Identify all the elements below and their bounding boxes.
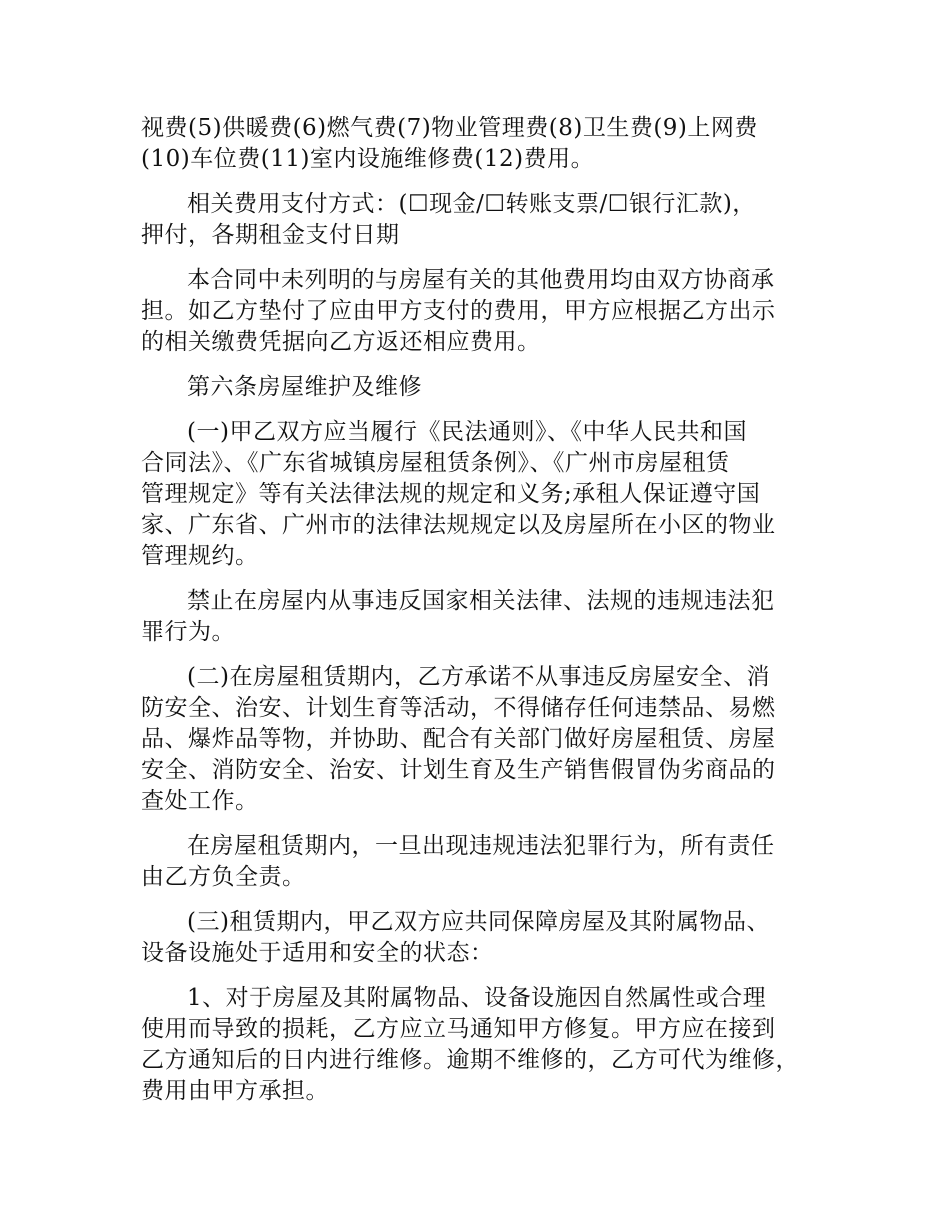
paragraph-fees-list: 视费(5)供暖费(6)燃气费(7)物业管理费(8)卫生费(9)上网费 (10)车位费(11)室内设施维修费(12)费用。 xyxy=(141,115,758,172)
paragraph-clause-2: (二)在房屋租赁期内，乙方承诺不从事违反房屋安全、消 防安全、治安、计划生育等活动，不得储存任何违禁品、易燃 品、爆炸品等物，并协助、配合有关部门做好房屋租赁、房屋 安全、消防安全、治安、计划生育及生产销售假冒伪劣商品的 查处工作。 xyxy=(141,664,776,814)
paragraph-payment-method: 相关费用支付方式：(☐现金/☐转账支票/☐银行汇款)， 押付，各期租金支付日期 xyxy=(141,191,756,248)
paragraph-other-fees: 本合同中未列明的与房屋有关的其他费用均由双方协商承 担。如乙方垫付了应由甲方支付的费用，甲方应根据乙方出示 的相关缴费凭据向乙方返还相应费用。 xyxy=(141,267,776,355)
paragraph-clause-3: (三)租赁期内，甲乙双方应共同保障房屋及其附属物品、 设备设施处于适用和安全的状态： xyxy=(141,909,770,966)
section-heading-article-6: 第六条房屋维护及维修 xyxy=(187,374,422,400)
paragraph-prohibition: 禁止在房屋内从事违反国家相关法律、法规的违规违法犯 罪行为。 xyxy=(141,588,775,645)
paragraph-liability: 在房屋租赁期内，一旦出现违规违法犯罪行为，所有责任 由乙方负全责。 xyxy=(141,833,775,890)
paragraph-item-1: 1、对于房屋及其附属物品、设备设施因自然属性或合理 使用而导致的损耗，乙方应立马通知甲方修复。甲方应在接到 乙方通知后的日内进行维修。逾期不维修的，乙方可代为维修， 费用由甲方承担。 xyxy=(141,985,799,1104)
paragraph-clause-1: (一)甲乙双方应当履行《民法通则》、《中华人民共和国 合同法》、《广东省城镇房屋租赁条例》、《广州市房屋租赁 管理规定》等有关法律法规的规定和义务;承租人保证遵守国 家、广东省、广州市的法律法规规定以及房屋所在小区的物业 管理规约。 xyxy=(141,419,776,569)
document-body xyxy=(141,113,821,1121)
